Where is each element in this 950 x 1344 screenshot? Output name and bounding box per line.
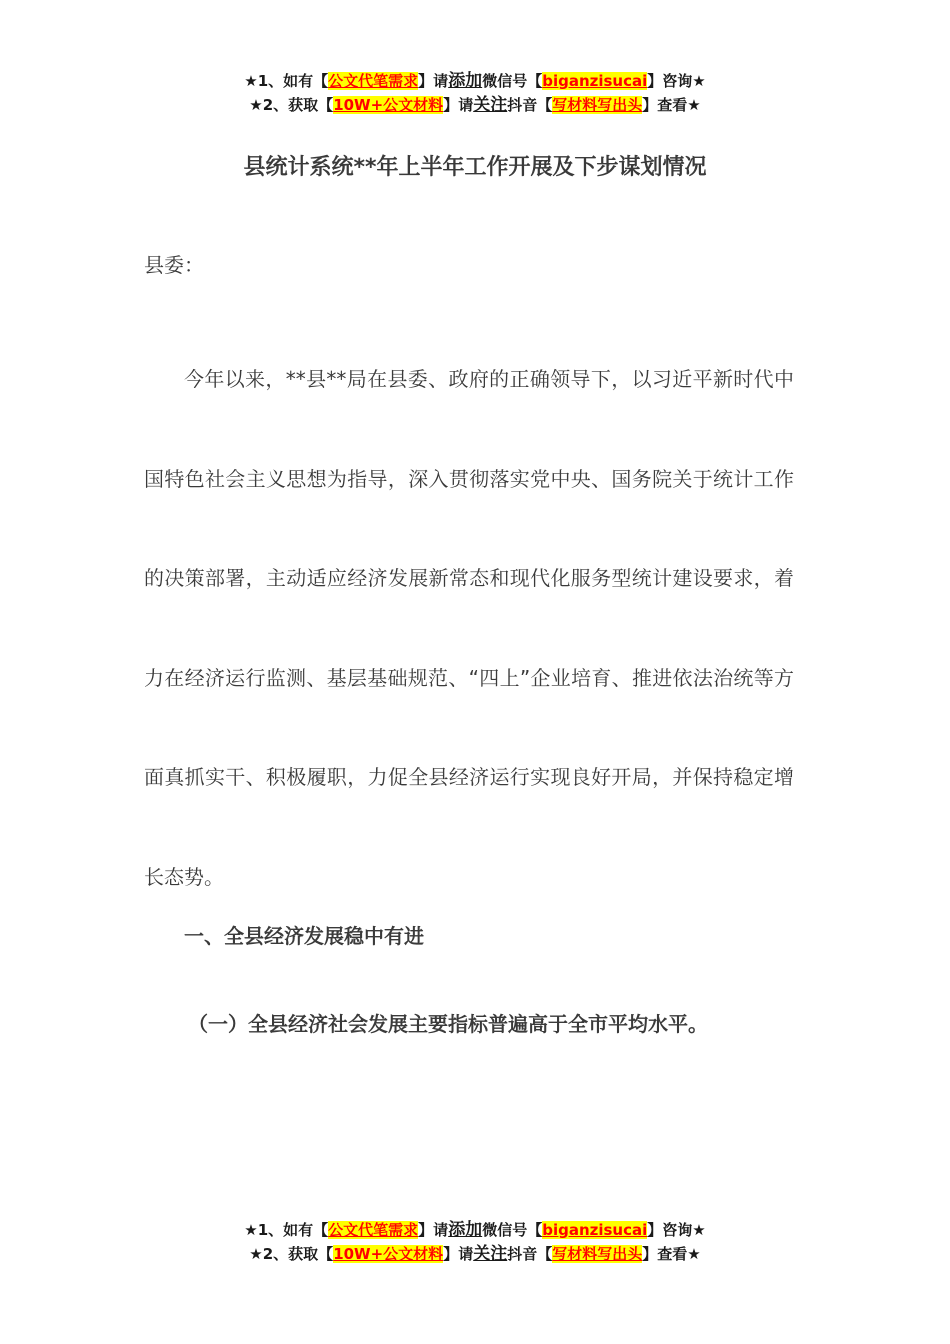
promo-text: ★1、如有【 [244,72,329,90]
promo-line-2 [0,93,950,117]
promo-text: ★2、获取【 [249,1245,334,1263]
promo-text: ★1、如有【 [244,1221,329,1239]
section-heading: 一、全县经济发展稳中有进 [184,924,424,948]
promo-text: 抖音【 [507,1245,553,1263]
promo-text: 】请 [418,1221,449,1239]
promo-line-1 [0,69,950,93]
promo-highlight: 公文代笔需求 [328,1221,419,1239]
body-paragraph: 今年以来，**县**局在县委、政府的正确领导下，以习近平新时代中国特色社会主义思想为指导，深入贯彻落实党中央、国务院关于统计工作的决策部署，主动适应经济发展新常态和现代化服务型统计建设要求，着力在经济运行监测、基层基础规范、“四上”企业培育、推进依法治统等方面真抓实干、积极履职，力促全县经济运行实现良好开局，并保持稳定增长态势。 [144,367,794,889]
promo-line-2 [0,1242,950,1266]
promo-text: 】查看★ [642,96,701,114]
promo-line-1 [0,1218,950,1242]
promo-highlight: 10W+公文材料 [333,1245,444,1263]
salutation: 县委： [144,253,204,277]
promo-emphasis: 添加 [448,71,483,91]
promo-emphasis: 关注 [473,1244,508,1264]
promo-text: 微信号【 [482,72,543,90]
promo-wechat-id: biganzisucai [542,1221,648,1239]
promo-text: 】请 [443,96,474,114]
promo-emphasis: 添加 [448,1220,483,1240]
promo-text: 】查看★ [642,1245,701,1263]
promo-emphasis: 关注 [473,95,508,115]
promo-text: 】咨询★ [647,1221,706,1239]
document-title: 县统计系统**年上半年工作开展及下步谋划情况 [243,155,707,180]
promo-text: 】请 [418,72,449,90]
promo-douyin-id: 写材料写出头 [552,96,643,114]
promo-text: ★2、获取【 [249,96,334,114]
promo-highlight: 公文代笔需求 [328,72,419,90]
promo-wechat-id: biganzisucai [542,72,648,90]
promo-text: 】咨询★ [647,72,706,90]
promo-banner-bottom [0,1218,950,1266]
promo-highlight: 10W+公文材料 [333,96,444,114]
subsection-heading: （一）全县经济社会发展主要指标普遍高于全市平均水平。 [188,1012,708,1036]
promo-douyin-id: 写材料写出头 [552,1245,643,1263]
promo-text: 微信号【 [482,1221,543,1239]
promo-banner-top [0,69,950,117]
promo-text: 】请 [443,1245,474,1263]
promo-text: 抖音【 [507,96,553,114]
